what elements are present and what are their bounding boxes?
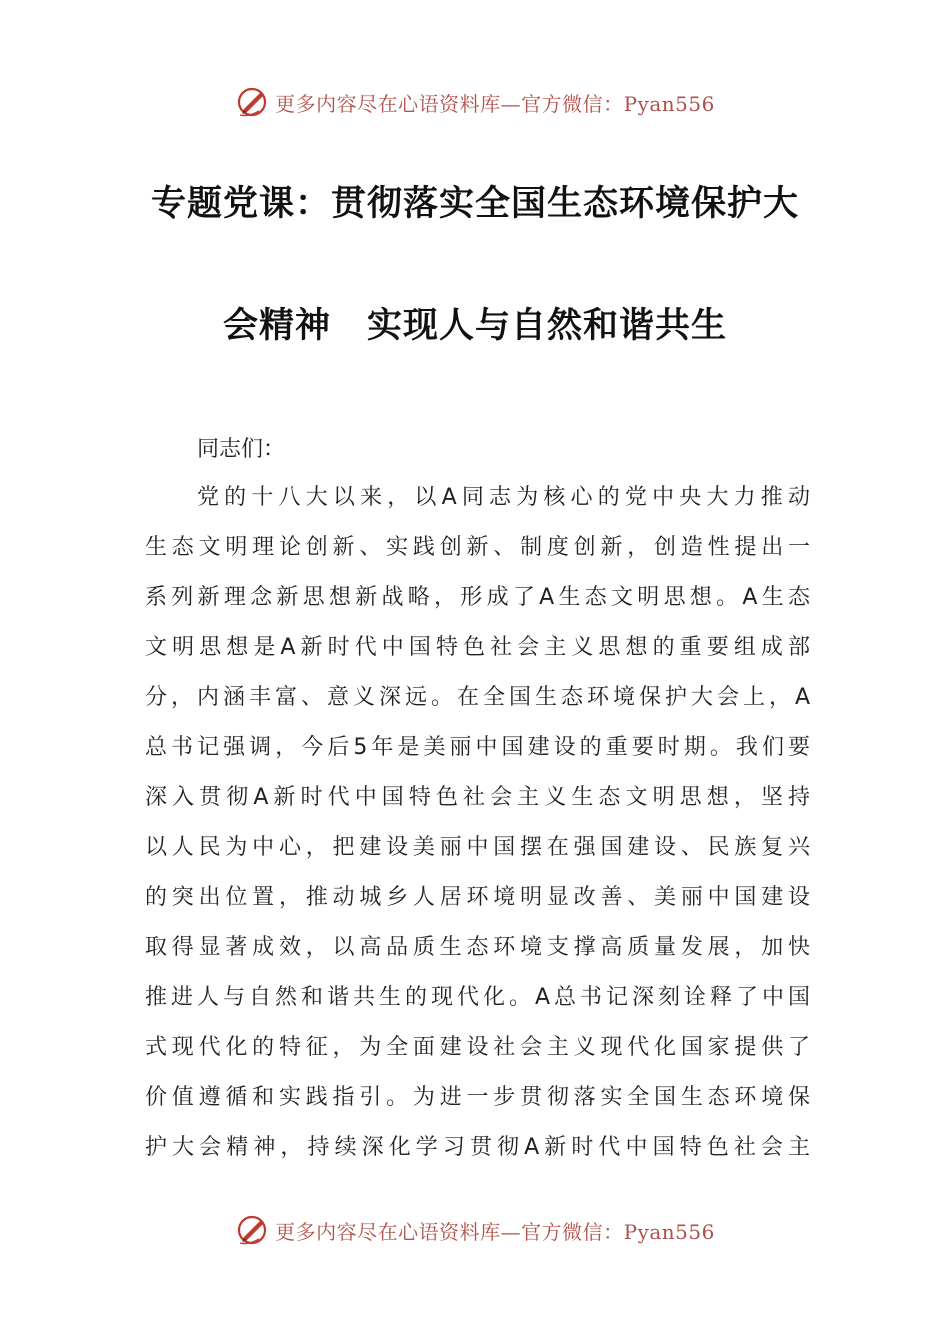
body-line: 深入贯彻A新时代中国特色社会主义生态文明思想，坚持 [145,785,810,810]
pen-logo-icon [235,1212,271,1248]
body-line: 推进人与自然和谐共生的现代化。A总书记深刻诠释了中国 [145,985,810,1010]
body-line: 护大会精神，持续深化学习贯彻A新时代中国特色社会主 [145,1135,810,1160]
pen-logo-icon [235,84,271,120]
body-line: 价值遵循和实践指引。为进一步贯彻落实全国生态环境保 [145,1085,810,1110]
body-line: 生态文明理论创新、实践创新、制度创新，创造性提出一 [145,535,810,560]
body-line: 分，内涵丰富、意义深远。在全国生态环境保护大会上，A [145,685,810,710]
body-line: 系列新理念新思想新战略，形成了A生态文明思想。A生态 [145,585,810,610]
body-line: 党的十八大以来，以A同志为核心的党中央大力推动 [197,485,810,510]
body-line: 文明思想是A新时代中国特色社会主义思想的重要组成部 [145,635,810,660]
body-line: 以人民为中心，把建设美丽中国摆在强国建设、民族复兴 [145,835,810,860]
salutation: 同志们： [197,437,286,462]
body-line: 取得显著成效，以高品质生态环境支撑高质量发展，加快 [145,935,810,960]
header-banner [0,80,950,124]
footer-banner-text: 更多内容尽在心语资料库—官方微信：Pyan556 [275,1219,715,1244]
document-title-line-2: 会精神 实现人与自然和谐共生 [222,306,727,346]
footer-banner [0,1208,950,1252]
header-banner-text: 更多内容尽在心语资料库—官方微信：Pyan556 [275,91,715,116]
document-title-line-1: 专题党课：贯彻落实全国生态环境保护大 [150,184,799,224]
body-line: 式现代化的特征，为全面建设社会主义现代化国家提供了 [145,1035,810,1060]
body-line: 的突出位置，推动城乡人居环境明显改善、美丽中国建设 [145,885,810,910]
body-line: 总书记强调，今后5年是美丽中国建设的重要时期。我们要 [145,735,810,760]
